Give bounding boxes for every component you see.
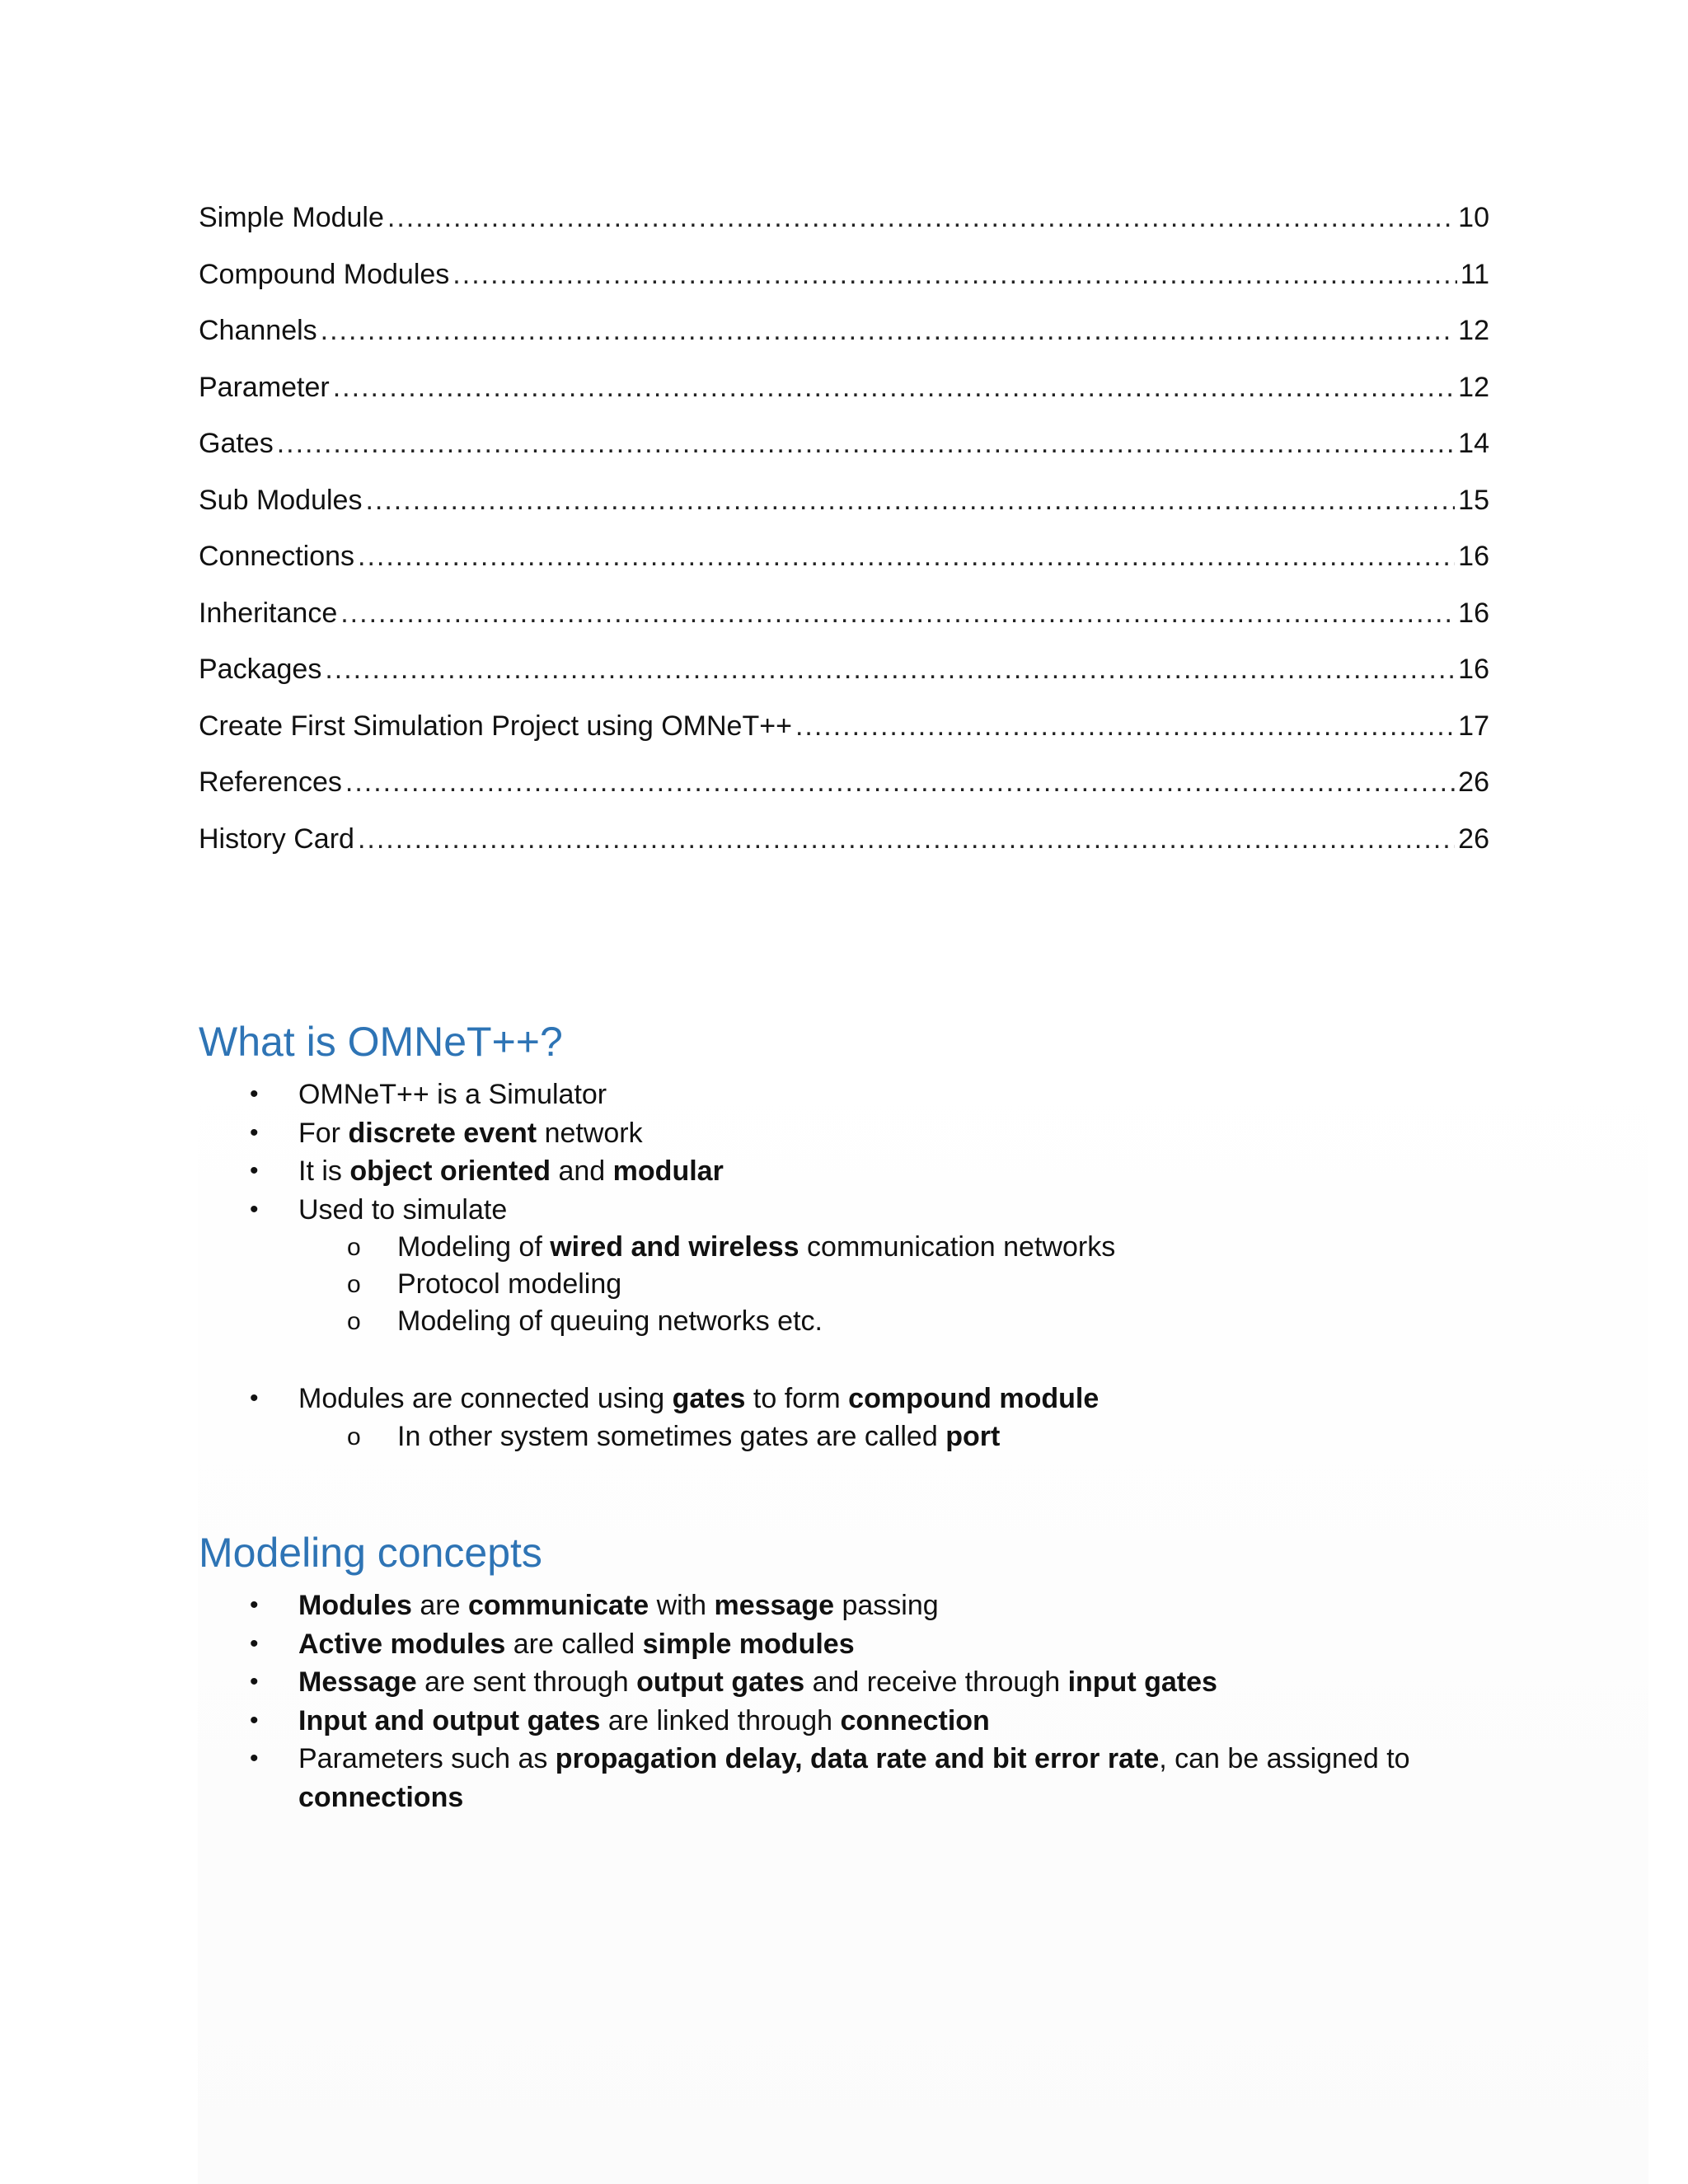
- bullet-dot-icon: •: [250, 1668, 259, 1695]
- toc-entry[interactable]: [199, 761, 1489, 818]
- list-item-text: Modeling of queuing networks etc.: [397, 1305, 823, 1337]
- toc-entry-title: History Card: [199, 823, 354, 855]
- list-item: [199, 1625, 1600, 1664]
- toc-entry-title: Channels: [199, 315, 317, 346]
- bold-text-run: Input and output gates: [298, 1704, 601, 1736]
- bold-text-run: compound module: [848, 1383, 1100, 1414]
- list-item: [199, 1114, 1600, 1153]
- toc-leader-dots: [325, 648, 1455, 691]
- bold-text-run: connection: [840, 1704, 990, 1736]
- toc-entry[interactable]: [199, 592, 1489, 649]
- text-run: and: [551, 1155, 613, 1187]
- toc-leader-dots: [333, 366, 1455, 409]
- bold-text-run: propagation delay, data rate and bit error rate: [555, 1743, 1160, 1774]
- toc-leader-dots: [358, 818, 1455, 860]
- toc-entry[interactable]: [199, 479, 1489, 536]
- toc-entry[interactable]: [199, 196, 1489, 253]
- toc-entry-page: 16: [1458, 654, 1489, 685]
- bullet-circle-icon: o: [347, 1422, 361, 1451]
- bold-text-run: communicate: [467, 1590, 649, 1621]
- bold-text-run: input gates: [1067, 1666, 1217, 1698]
- toc-entry-title: Parameter: [199, 371, 330, 403]
- text-run: Modules are connected using: [298, 1383, 673, 1414]
- list-item-text: OMNeT++ is a Simulator: [298, 1079, 607, 1110]
- section-modeling-concepts: [199, 1527, 1600, 1816]
- sub-list-item: [298, 1418, 1600, 1455]
- bold-text-run: simple modules: [642, 1628, 855, 1660]
- toc-entry[interactable]: [199, 309, 1489, 366]
- sub-bullet-list: [298, 1229, 1600, 1340]
- list-item: [199, 1191, 1600, 1341]
- sub-list-item: [298, 1266, 1600, 1303]
- bold-text-run: output gates: [636, 1666, 805, 1698]
- toc-leader-dots: [795, 705, 1455, 748]
- toc-entry-title: Simple Module: [199, 202, 384, 233]
- list-item-text: Protocol modeling: [397, 1268, 622, 1300]
- toc-leader-dots: [340, 592, 1455, 635]
- text-run: are sent through: [416, 1666, 637, 1698]
- bullet-dot-icon: •: [250, 1385, 259, 1412]
- list-item: [199, 1740, 1600, 1816]
- text-run: with: [649, 1590, 715, 1621]
- bullet-dot-icon: •: [250, 1629, 259, 1657]
- toc-entry-page: 12: [1458, 315, 1489, 346]
- text-run: are: [411, 1590, 468, 1621]
- toc-entry[interactable]: [199, 366, 1489, 423]
- text-run: Modeling of: [397, 1231, 551, 1263]
- toc-entry-page: 17: [1458, 710, 1489, 742]
- bullet-dot-icon: •: [250, 1118, 259, 1146]
- bold-text-run: modular: [612, 1155, 724, 1187]
- text-run: and receive through: [804, 1666, 1068, 1698]
- toc-entry-title: Compound Modules: [199, 258, 450, 290]
- toc-entry-page: 12: [1458, 371, 1489, 403]
- toc-entry-page: 14: [1458, 428, 1489, 459]
- text-run: communication networks: [799, 1231, 1116, 1263]
- bold-text-run: discrete event: [348, 1117, 537, 1149]
- section-what-is-omnet: [199, 1016, 1600, 1455]
- bullet-dot-icon: •: [250, 1195, 259, 1223]
- bold-text-run: port: [945, 1420, 1001, 1452]
- toc-entry-title: References: [199, 766, 342, 798]
- bold-text-run: Modules: [298, 1590, 412, 1621]
- text-run: are called: [505, 1628, 643, 1660]
- toc-entry[interactable]: [199, 818, 1489, 874]
- toc-entry-page: 26: [1458, 823, 1489, 855]
- toc-entry-page: 26: [1458, 766, 1489, 798]
- bold-text-run: object oriented: [349, 1155, 551, 1187]
- toc-entry-title: Sub Modules: [199, 484, 363, 516]
- section-heading: Modeling concepts: [199, 1530, 542, 1576]
- toc-leader-dots: [277, 422, 1455, 465]
- list-item: [199, 1152, 1600, 1191]
- bullet-dot-icon: •: [250, 1745, 259, 1772]
- toc-entry-page: 15: [1458, 484, 1489, 516]
- sub-list-item: [298, 1303, 1600, 1340]
- list-item: [199, 1380, 1600, 1455]
- bullet-dot-icon: •: [250, 1706, 259, 1734]
- toc-entry-page: 10: [1458, 202, 1489, 233]
- bold-text-run: Message: [298, 1666, 417, 1698]
- list-item-text: Used to simulate: [298, 1193, 508, 1226]
- toc-entry[interactable]: [199, 648, 1489, 705]
- toc-leader-dots: [345, 761, 1455, 804]
- toc-leader-dots: [321, 309, 1456, 352]
- bullet-dot-icon: •: [250, 1591, 259, 1619]
- section-heading: What is OMNeT++?: [199, 1019, 563, 1065]
- sub-list-item: [298, 1229, 1600, 1266]
- toc-entry[interactable]: [199, 422, 1489, 479]
- bullet-list: [199, 1076, 1600, 1340]
- bold-text-run: message: [714, 1590, 835, 1621]
- text-run: It is: [298, 1155, 350, 1187]
- text-run: to form: [745, 1383, 849, 1414]
- bold-text-run: connections: [298, 1781, 464, 1813]
- toc-leader-dots: [387, 196, 1455, 239]
- bold-text-run: Active modules: [298, 1628, 506, 1660]
- text-run: For: [298, 1117, 349, 1149]
- toc-entry-title: Create First Simulation Project using OMNeT++: [199, 710, 792, 742]
- bullet-dot-icon: •: [250, 1157, 259, 1184]
- sub-bullet-list: [298, 1418, 1600, 1455]
- bullet-list: [199, 1380, 1600, 1455]
- text-run: In other system sometimes gates are called: [397, 1420, 946, 1452]
- toc-entry-page: 11: [1460, 258, 1489, 290]
- toc-entry-page: 16: [1458, 597, 1489, 629]
- text-run: passing: [834, 1590, 939, 1621]
- text-run: network: [537, 1117, 643, 1149]
- bullet-dot-icon: •: [250, 1080, 259, 1108]
- toc-leader-dots: [365, 479, 1455, 522]
- bold-text-run: wired and wireless: [550, 1231, 799, 1263]
- bullet-circle-icon: o: [347, 1308, 361, 1335]
- toc-entry[interactable]: [199, 253, 1489, 310]
- toc-leader-dots: [452, 253, 1456, 296]
- bullet-list: [199, 1586, 1600, 1816]
- bullet-circle-icon: o: [347, 1234, 361, 1261]
- list-item: [199, 1586, 1600, 1625]
- list-item: [199, 1663, 1600, 1702]
- toc-entry-page: 16: [1458, 541, 1489, 572]
- toc-leader-dots: [358, 535, 1455, 578]
- toc-entry[interactable]: [199, 705, 1489, 762]
- spacer: [199, 1340, 1600, 1380]
- toc-entry[interactable]: [199, 535, 1489, 592]
- toc-entry-title: Connections: [199, 541, 355, 572]
- bold-text-run: gates: [672, 1383, 746, 1414]
- toc-entry-title: Packages: [199, 654, 322, 685]
- bullet-circle-icon: o: [347, 1271, 361, 1298]
- toc-entry-title: Gates: [199, 428, 274, 459]
- toc-entry-title: Inheritance: [199, 597, 338, 629]
- list-item: [199, 1076, 1600, 1114]
- text-run: Parameters such as: [298, 1743, 556, 1774]
- text-run: are linked through: [600, 1704, 841, 1736]
- table-of-contents: [199, 196, 1489, 874]
- list-item: [199, 1702, 1600, 1741]
- text-run: , can be assigned to: [1159, 1743, 1410, 1774]
